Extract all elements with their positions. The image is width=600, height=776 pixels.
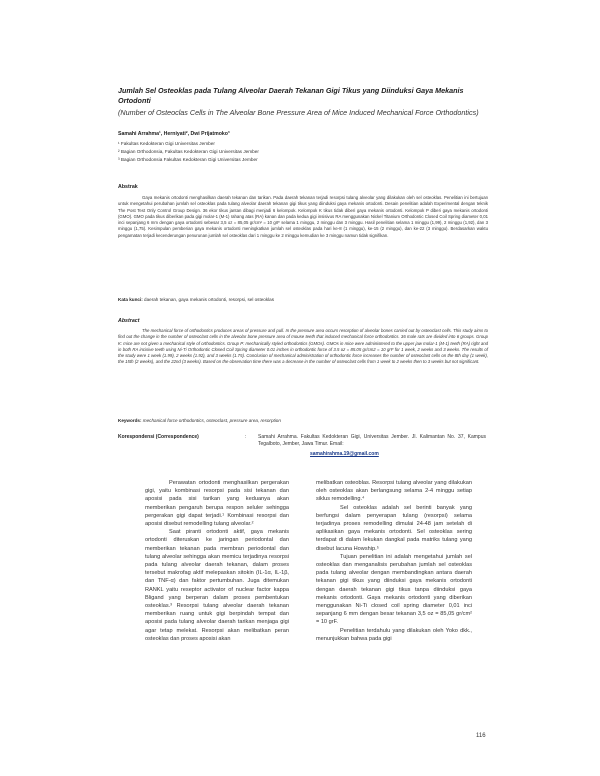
affiliation-2: ² Bagian Orthodonsia, Fakultas Kedokteran Gigi Universitas Jember	[118, 149, 259, 154]
correspondence-colon: :	[245, 434, 247, 440]
keywords-label: Keywords:	[118, 418, 142, 423]
article-title: Jumlah Sel Osteoklas pada Tulang Alveolar Daerah Tekanan Gigi Tikus yang Diinduksi Gaya Mekanis Ortodonti	[118, 86, 464, 105]
affiliation-3: ³ Bagian Orthodonsia Fakultas Kedokteran Gigi Universitas Jember	[118, 157, 258, 162]
keywords-text: mechanical force orthodontics, osteoclast, pressure area, resorption	[142, 418, 281, 423]
body-paragraph: Penelitian terdahulu yang dilakukan oleh Yoko dkk., menunjukkan bahwa pada gigi	[316, 627, 472, 642]
body-paragraph: Saat piranti ortodonti aktif, gaya mekanis ortodonti diteruskan ke jaringan periodontal dan memberikan tekanan pada membran periodontal dan tulang alveolar sehingga akan memicu terjadinya resorpsi pada tulang alveolar daerah tekanan, dalam proses tersebut makrofag aktif melepaskan sitokin (IL-1α, IL-1β, dan TNF-α) dan faktor pertumbuhan. Juga ditemukan RANKL yaitu reseptor activator of nuclear factor kappa Bligand yang berperan dalam proses pembentukan osteoklas.³ Resorpsi tulang alveolar daerah tekanan memberikan ruang untuk gigi berpindah tempat dan aposisi pada tulang alveolar daerah tarikan menjaga gigi agar tetap melekat. Resorpsi akan melibatkan peran osteoklas dan proses aposisi akan	[145, 529, 289, 642]
body-paragraph: Sel osteoklas adalah sel berinti banyak yang berfungsi dalam penyerapan tulang (resorpsi) selama terjadinya proses remodelling dimulai 24-48 jam setelah di aplikasikan gaya mekanis ortodonti. Sel osteoklas sering terdapat di dalam lekukan dangkal pada matriks tulang yang disebut lacuna Howship.⁵	[316, 504, 472, 552]
body-paragraph: Tujuan penelitian ini adalah mengetahui jumlah sel osteoklas dan menganalisis perubahan jumlah sel osteoklas pada tulang alveolar dengan membandingkan antara daerah tekanan gigi tikus yang diinduksi gaya mekanis ortodonti dengan daerah tekanan gigi tikus tanpa diinduksi gaya mekanis ortodonti. Gaya mekanis ortodonti yang diberikan menggunakan Ni-Ti closed coil spring diameter 0,01 inci sepanjang 6 mm dengan besar tekanan 3,5 oz = 85,05 gr/cm² = 10 grF.	[316, 553, 472, 626]
kata-kunci-text: daerah tekanan, gaya mekanis ortodonti, resorpsi, sel osteoklas	[144, 297, 275, 302]
page-number: 116	[476, 733, 486, 739]
body-column-right	[316, 479, 472, 643]
body-paragraph: melibatkan osteoblas. Resorpsi tulang alveolar yang dilakukan oleh osteoklas akan berlangsung selama 2-4 minggu setiap siklus remodelling.⁴	[316, 480, 472, 503]
affiliation-1: ¹ Fakultas Kedokteran Gigi Universitas Jember	[118, 141, 215, 146]
abstract-heading: Abstract	[118, 318, 140, 324]
correspondence-email-link[interactable]: samahirahma.19@gmail.com	[310, 451, 379, 457]
abstrak-body	[118, 195, 488, 239]
correspondence-text: Samahi Arrahma. Fakultas Kedokteran Gigi, Universitas Jember. Jl. Kalimantan No. 37, Kampus Tegalboto, Jember, Jawa Timur. Email:	[258, 434, 486, 448]
correspondence-label: Korespondensi (Correspondence)	[118, 434, 199, 440]
keywords-line	[118, 418, 281, 423]
abstract-text: The mechanical force of orthodontics produces areas of pressure and pull. In the pressure area occurs resorption of alveolar bones carried out by osteoclast cells. This study aims to find out the change in the number of osteoclast cells in the alveolar bone pressure area of mouse teeth that induced mechanical force orthodontics. 36 male rats are divided into 6 groups. Group K: mice are not given a mechanical style of orthodontics. Group P: mechanically styled orthodontics (GMOs). GMOs in mice were administered to the upper jaw molar-1 (M-1) teeth (RA) right and in both RA incisive teeth using Ni-Ti Orthodontic Closed Coil Spring diameter 0.01 inches in orthodontic force of 3.5 oz = 85.05 gr/cm2 = 10 grF for 1 week, 2 weeks and 3 weeks. The results of the study were 1 week (1.99), 2 weeks (1.92), and 3 weeks (1.75). Conclusion of mechanical administration of orthodontic force increases the number of osteoclast cells on the 8th day (1 week), the 15th (2 weeks), and the 22nd (3 weeks). Based on the observation time there was a decrease in the number of osteoclast cells from 1 week to 2 weeks then to 3 weeks but not significant.	[118, 328, 488, 365]
article-subtitle-english: (Number of Osteoclas Cells in The Alveolar Bone Pressure Area of Mice Induced Mechanical Force Orthodontics)	[118, 108, 479, 117]
abstrak-text: Gaya mekanis ortodonti menghasilkan daerah tekanan dan tarikan. Pada daerah tekanan terjadi resorpsi tulang alveolar yang dilakukan oleh sel osteoklas. Penelitian ini bertujuan untuk mengetahui perubahan jumlah sel osteoklas pada tulang alveolar daerah tekanan gigi tikus yang diinduksi gaya mekanis ortodonti. Desain penelitian adalah Experimental dengan teknik The Post Test Only Control Group Design. 36 ekor tikus jantan dibagi menjadi 6 kelompok. Kelompok K tikus tidak diberi gaya mekanis ortodonti. Kelompok P diberi gaya mekanis ortodonti (GMO). GMO pada tikus diberikan pada gigi molar-1 (M-1) rahang atas (RA) kanan dan pada kedua gigi insisivus RA menggunakan Nickel Titanium Orthodontic Closed Coil Spring diameter 0,01 inci sepanjang 6 mm dengan gaya ortodonti sebesar 3,5 oz = 85,05 gr/cm² = 10 grF selama 1 minggu, 2 minggu dan 3 minggu. Hasil penelitian selama 1 minggu (1,99), 2 minggu (1,92), dan 3 minggu (1,75). Kesimpulan pemberian gaya mekanis ortodonti meningkatkan jumlah sel osteoklas pada hari ke-8 (1 minggu), ke-15 (2 minggu), dan ke-22 (3 minggu). Berdasarkan waktu pengamatan terjadi kecenderungan penurunan jumlah sel osteoklas dari 1 minggu ke 2 minggu kemudian ke 3 minggu namun tidak signifikan.	[118, 195, 488, 238]
kata-kunci-line	[118, 297, 274, 302]
kata-kunci-label: Kata kunci:	[118, 297, 143, 302]
abstrak-heading: Abstrak	[118, 184, 138, 190]
abstract-body	[118, 328, 488, 366]
body-paragraph: Perawatan ortodonti menghasilkan pergerakan gigi, yaitu kombinasi resorpsi pada sisi tekanan dan aposisi pada sisi tarikan yang keduanya akan memberikan pengaruh berupa respon seluler sehingga pergerakan gigi dapat terjadi.¹ Kombinasi resorpsi dan aposisi disebut remodelling tulang alveolar.²	[145, 480, 289, 528]
author-list: Samahi Arrahma¹, Herniyati², Dwi Prijatmoko³	[118, 131, 230, 137]
body-column-left	[145, 479, 289, 643]
